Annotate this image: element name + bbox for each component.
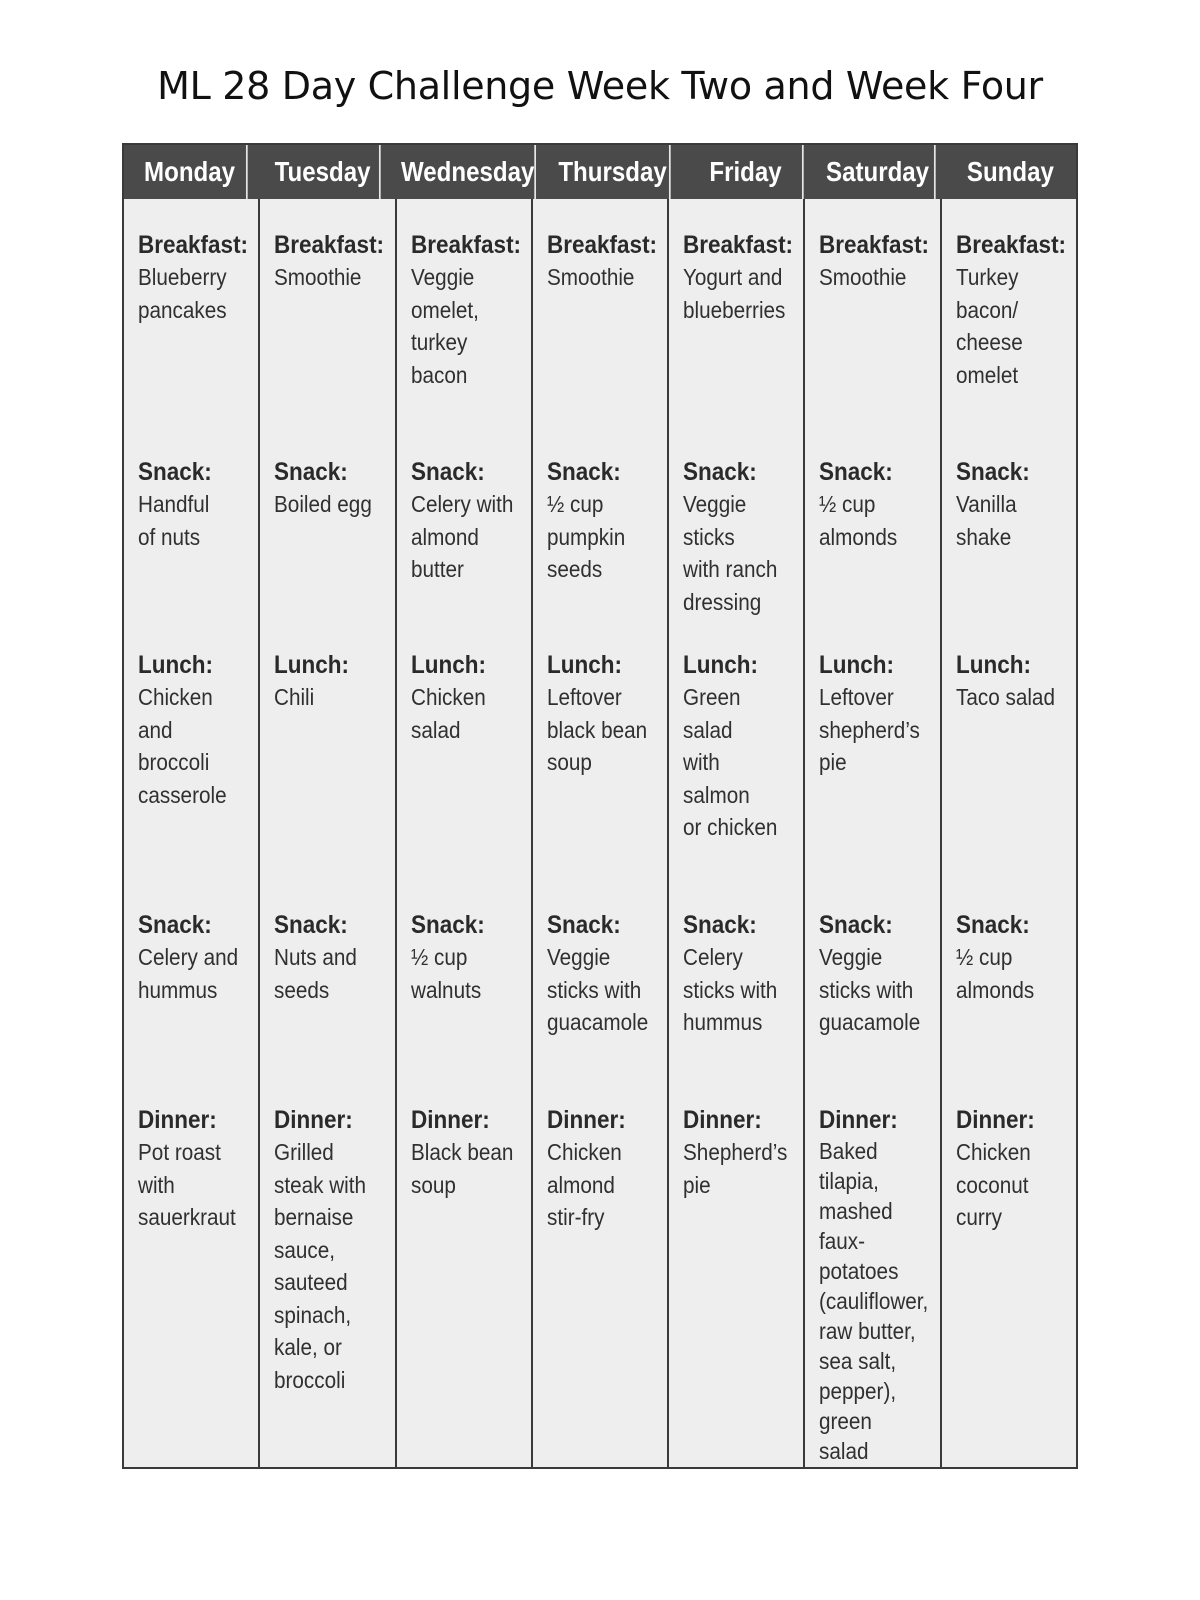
- snack-label: Snack:: [683, 458, 757, 486]
- breakfast-cell: [547, 229, 661, 294]
- snack-label: Snack:: [410, 911, 485, 939]
- lunch-label: Lunch:: [274, 651, 350, 679]
- lunch-label: Lunch:: [410, 651, 486, 679]
- dinner-label: Dinner:: [546, 1106, 626, 1134]
- column-tuesday: [260, 199, 396, 1467]
- snack-item: Veggie sticks with ranch dressing: [683, 491, 778, 615]
- column-monday: [124, 199, 260, 1467]
- breakfast-item: Smoothie: [546, 264, 635, 290]
- morning-snack-cell: [411, 456, 525, 586]
- snack-label: Snack:: [819, 911, 894, 939]
- lunch-item: Leftover shepherd’s pie: [819, 684, 921, 775]
- snack-item: Celery and hummus: [138, 944, 239, 1003]
- lunch-cell: [956, 649, 1070, 714]
- lunch-label: Lunch:: [138, 651, 213, 679]
- snack-item: Handful of nuts: [138, 491, 210, 550]
- breakfast-cell: [274, 229, 388, 294]
- dinner-cell: [683, 1104, 797, 1201]
- column-wednesday: [397, 199, 533, 1467]
- header-monday: Monday: [133, 145, 247, 199]
- dinner-cell: [274, 1104, 388, 1396]
- breakfast-item: Turkey bacon/ cheese omelet: [955, 264, 1023, 388]
- breakfast-item: Smoothie: [819, 264, 907, 290]
- breakfast-cell: [683, 229, 797, 326]
- breakfast-cell: [411, 229, 525, 391]
- snack-item: ½ cup walnuts: [410, 944, 481, 1003]
- dinner-label: Dinner:: [410, 1106, 490, 1134]
- lunch-label: Lunch:: [955, 651, 1031, 679]
- lunch-cell: [819, 649, 933, 779]
- afternoon-snack-cell: [683, 909, 797, 1039]
- dinner-item: Grilled steak with bernaise sauce, sauteed spinach, kale, or broccoli: [274, 1139, 367, 1393]
- afternoon-snack-cell: [547, 909, 661, 1039]
- column-friday: [669, 199, 805, 1467]
- header-wednesday: Wednesday: [401, 145, 536, 199]
- lunch-cell: [411, 649, 525, 746]
- morning-snack-cell: [683, 456, 797, 618]
- morning-snack-cell: [547, 456, 661, 586]
- breakfast-label: Breakfast:: [138, 231, 249, 259]
- breakfast-cell: [956, 229, 1070, 391]
- dinner-label: Dinner:: [138, 1106, 217, 1134]
- breakfast-item: Smoothie: [274, 264, 362, 290]
- snack-item: Celery sticks with hummus: [683, 944, 778, 1035]
- breakfast-label: Breakfast:: [410, 231, 521, 259]
- dinner-item: Pot roast with sauerkraut: [138, 1139, 236, 1230]
- afternoon-snack-cell: [819, 909, 933, 1039]
- lunch-item: Chicken salad: [410, 684, 486, 743]
- header-friday: Friday: [689, 145, 803, 199]
- snack-label: Snack:: [138, 911, 212, 939]
- morning-snack-cell: [956, 456, 1070, 553]
- snack-item: Nuts and seeds: [274, 944, 358, 1003]
- snack-label: Snack:: [546, 458, 621, 486]
- lunch-label: Lunch:: [819, 651, 895, 679]
- afternoon-snack-cell: [411, 909, 525, 1006]
- afternoon-snack-cell: [274, 909, 388, 1006]
- breakfast-label: Breakfast:: [274, 231, 385, 259]
- snack-item: Veggie sticks with guacamole: [819, 944, 921, 1035]
- column-thursday: [533, 199, 669, 1467]
- breakfast-cell: [138, 229, 252, 326]
- dinner-cell: [547, 1104, 661, 1234]
- breakfast-item: Yogurt and blueberries: [683, 264, 786, 323]
- lunch-item: Taco salad: [955, 684, 1055, 710]
- dinner-item: Baked tilapia, mashed faux- potatoes (cauliflower, raw butter, sea salt, pepper), green salad: [819, 1138, 929, 1464]
- column-saturday: [805, 199, 941, 1467]
- snack-item: Celery with almond butter: [410, 491, 513, 582]
- table-body-row: [124, 199, 1076, 1467]
- header-saturday: Saturday: [822, 145, 936, 199]
- lunch-cell: [547, 649, 661, 779]
- dinner-label: Dinner:: [274, 1106, 354, 1134]
- snack-label: Snack:: [410, 458, 485, 486]
- snack-label: Snack:: [274, 458, 349, 486]
- lunch-item: Chili: [274, 684, 315, 710]
- breakfast-item: Veggie omelet, turkey bacon: [410, 264, 479, 388]
- header-tuesday: Tuesday: [266, 145, 380, 199]
- afternoon-snack-cell: [138, 909, 252, 1006]
- lunch-item: Green salad with salmon or chicken: [683, 684, 778, 840]
- snack-label: Snack:: [955, 911, 1030, 939]
- dinner-label: Dinner:: [819, 1106, 899, 1134]
- dinner-label: Dinner:: [683, 1106, 762, 1134]
- column-sunday: [942, 199, 1076, 1467]
- header-thursday: Thursday: [556, 145, 670, 199]
- lunch-item: Leftover black bean soup: [546, 684, 647, 775]
- snack-label: Snack:: [546, 911, 621, 939]
- dinner-cell: [138, 1104, 252, 1234]
- dinner-item: Chicken almond stir-fry: [546, 1139, 622, 1230]
- breakfast-item: Blueberry pancakes: [138, 264, 227, 323]
- page-title: ML 28 Day Challenge Week Two and Week Four: [157, 64, 1043, 108]
- snack-item: Veggie sticks with guacamole: [546, 944, 649, 1035]
- snack-item: ½ cup almonds: [819, 491, 898, 550]
- snack-item: ½ cup pumpkin seeds: [546, 491, 626, 582]
- breakfast-label: Breakfast:: [546, 231, 657, 259]
- snack-label: Snack:: [138, 458, 212, 486]
- lunch-cell: [274, 649, 388, 714]
- morning-snack-cell: [819, 456, 933, 553]
- snack-item: Vanilla shake: [955, 491, 1017, 550]
- breakfast-cell: [819, 229, 933, 294]
- morning-snack-cell: [274, 456, 388, 521]
- lunch-cell: [138, 649, 252, 811]
- snack-label: Snack:: [819, 458, 894, 486]
- dinner-cell: [819, 1104, 933, 1466]
- lunch-label: Lunch:: [683, 651, 759, 679]
- dinner-cell: [411, 1104, 525, 1201]
- table-header-row: [124, 145, 1076, 199]
- snack-item: ½ cup almonds: [955, 944, 1034, 1003]
- snack-label: Snack:: [274, 911, 349, 939]
- dinner-item: Black bean soup: [410, 1139, 513, 1198]
- dinner-cell: [956, 1104, 1070, 1234]
- breakfast-label: Breakfast:: [819, 231, 930, 259]
- dinner-item: Chicken coconut curry: [955, 1139, 1031, 1230]
- snack-label: Snack:: [955, 458, 1030, 486]
- lunch-label: Lunch:: [546, 651, 622, 679]
- dinner-label: Dinner:: [955, 1106, 1035, 1134]
- snack-label: Snack:: [683, 911, 757, 939]
- meal-plan-table: [122, 143, 1078, 1469]
- morning-snack-cell: [138, 456, 252, 553]
- breakfast-label: Breakfast:: [955, 231, 1066, 259]
- snack-item: Boiled egg: [274, 491, 373, 517]
- lunch-cell: [683, 649, 797, 844]
- afternoon-snack-cell: [956, 909, 1070, 1006]
- lunch-item: Chicken and broccoli casserole: [138, 684, 227, 808]
- header-sunday: Sunday: [967, 156, 1055, 187]
- breakfast-label: Breakfast:: [683, 231, 794, 259]
- dinner-item: Shepherd’s pie: [683, 1139, 788, 1198]
